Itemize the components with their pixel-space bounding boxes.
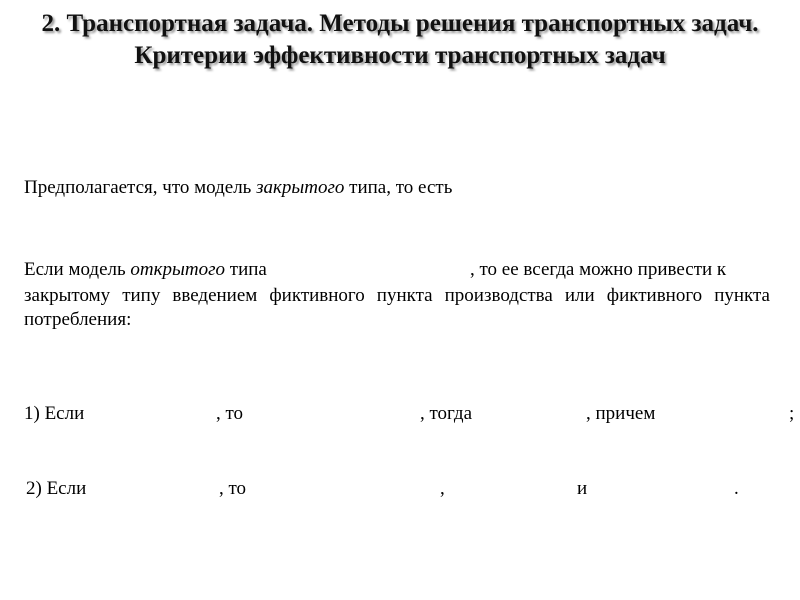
case-2-if: 2) Если <box>26 478 87 499</box>
case-1-line <box>24 402 800 426</box>
page-title: 2. Транспортная задача. Методы решения транспортных задач. Критерии эффективности транспортных задач <box>41 10 759 69</box>
case-2-line <box>26 477 746 501</box>
case-1-semicolon: ; <box>789 403 795 424</box>
open-model-type-word: типа <box>225 259 267 280</box>
case-1-when: , тогда <box>420 403 472 424</box>
intro-text-emphasis: закрытого <box>256 177 345 198</box>
case-2-period: . <box>734 478 739 499</box>
case-2-and: и <box>577 478 588 499</box>
open-model-lead <box>24 258 267 282</box>
open-model-lead-text: Если модель <box>24 259 131 280</box>
open-model-tail: , то ее всегда можно привести к <box>470 259 727 280</box>
intro-text-before: Предполагается, что модель <box>24 177 257 198</box>
intro-text-after: типа, то есть <box>344 177 453 198</box>
open-model-rest: закрытому типу введением фиктивного пункта производства или фиктивного пункта потребления: <box>24 285 770 330</box>
case-1-then: , то <box>216 403 244 424</box>
case-1-moreover: , причем <box>586 403 656 424</box>
case-2-comma: , <box>440 478 445 499</box>
case-1-if: 1) Если <box>24 403 85 424</box>
intro-text <box>24 176 452 200</box>
open-model-first-line <box>24 258 770 282</box>
case-2-then: , то <box>219 478 247 499</box>
open-model-emphasis: открытого <box>130 259 226 280</box>
